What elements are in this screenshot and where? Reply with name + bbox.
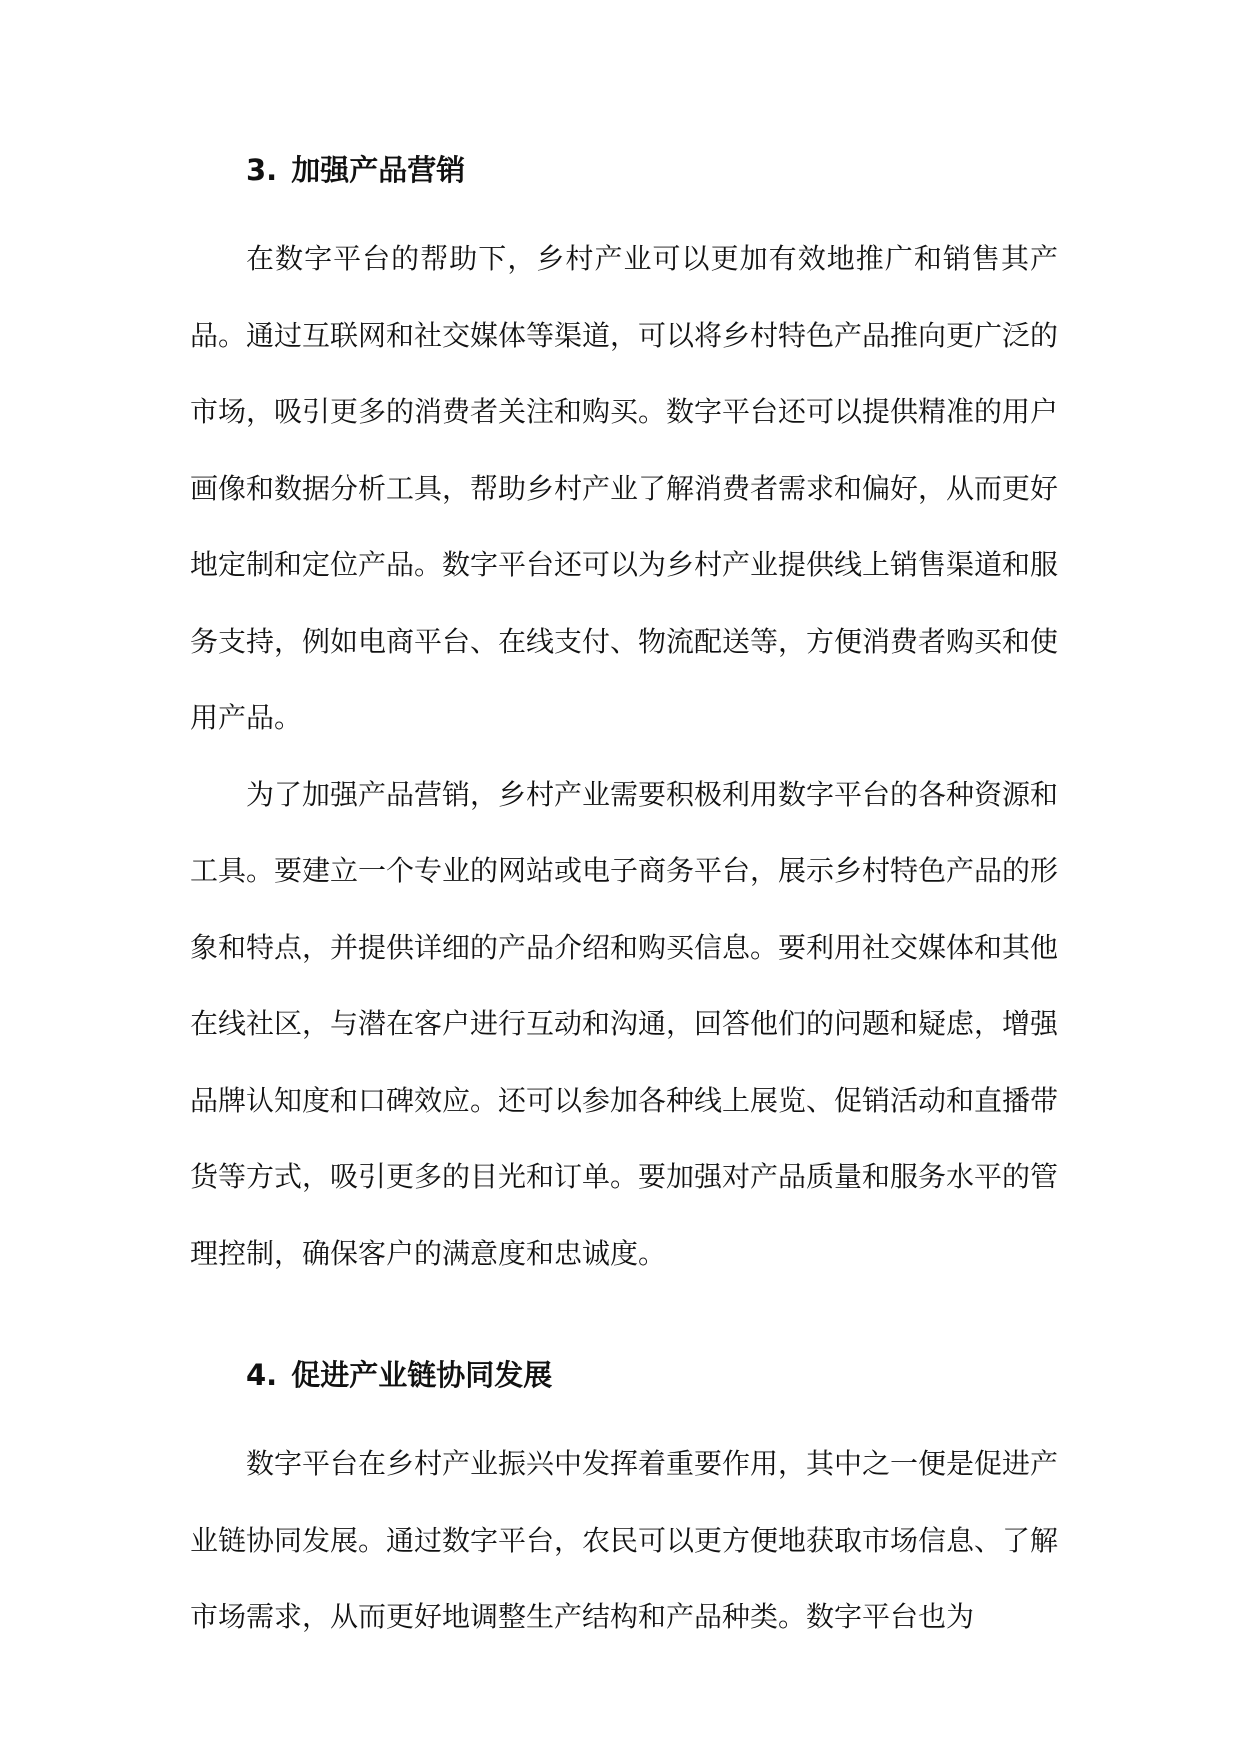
- section-title: 促进产业链协同发展: [291, 1358, 553, 1392]
- paragraph: 在数字平台的帮助下，乡村产业可以更加有效地推广和销售其产品。通过互联网和社交媒体等渠道，可以将乡村特色产品推向更广泛的市场，吸引更多的消费者关注和购买。数字平台还可以提供精准的用户画像和数据分析工具，帮助乡村产业了解消费者需求和偏好，从而更好地定制和定位产品。数字平台还可以为乡村产业提供线上销售渠道和服务支持，例如电商平台、在线支付、物流配送等，方便消费者购买和使用产品。: [190, 242, 1059, 734]
- section-number: 4.: [246, 1358, 278, 1392]
- document-body: [190, 145, 1058, 1656]
- paragraph: 数字平台在乡村产业振兴中发挥着重要作用，其中之一便是促进产业链协同发展。通过数字平台，农民可以更方便地获取市场信息、了解市场需求，从而更好地调整生产结构和产品种类。数字平台也为: [190, 1447, 1059, 1633]
- section-heading-3: [190, 145, 1058, 195]
- section-number: 3.: [246, 153, 278, 187]
- section-heading-4: [190, 1350, 1058, 1400]
- section-title: 加强产品营销: [291, 153, 466, 187]
- paragraph: 为了加强产品营销，乡村产业需要积极利用数字平台的各种资源和工具。要建立一个专业的网站或电子商务平台，展示乡村特色产品的形象和特点，并提供详细的产品介绍和购买信息。要利用社交媒体和其他在线社区，与潜在客户进行互动和沟通，回答他们的问题和疑虑，增强品牌认知度和口碑效应。还可以参加各种线上展览、促销活动和直播带货等方式，吸引更多的目光和订单。要加强对产品质量和服务水平的管理控制，确保客户的满意度和忠诚度。: [190, 777, 1059, 1270]
